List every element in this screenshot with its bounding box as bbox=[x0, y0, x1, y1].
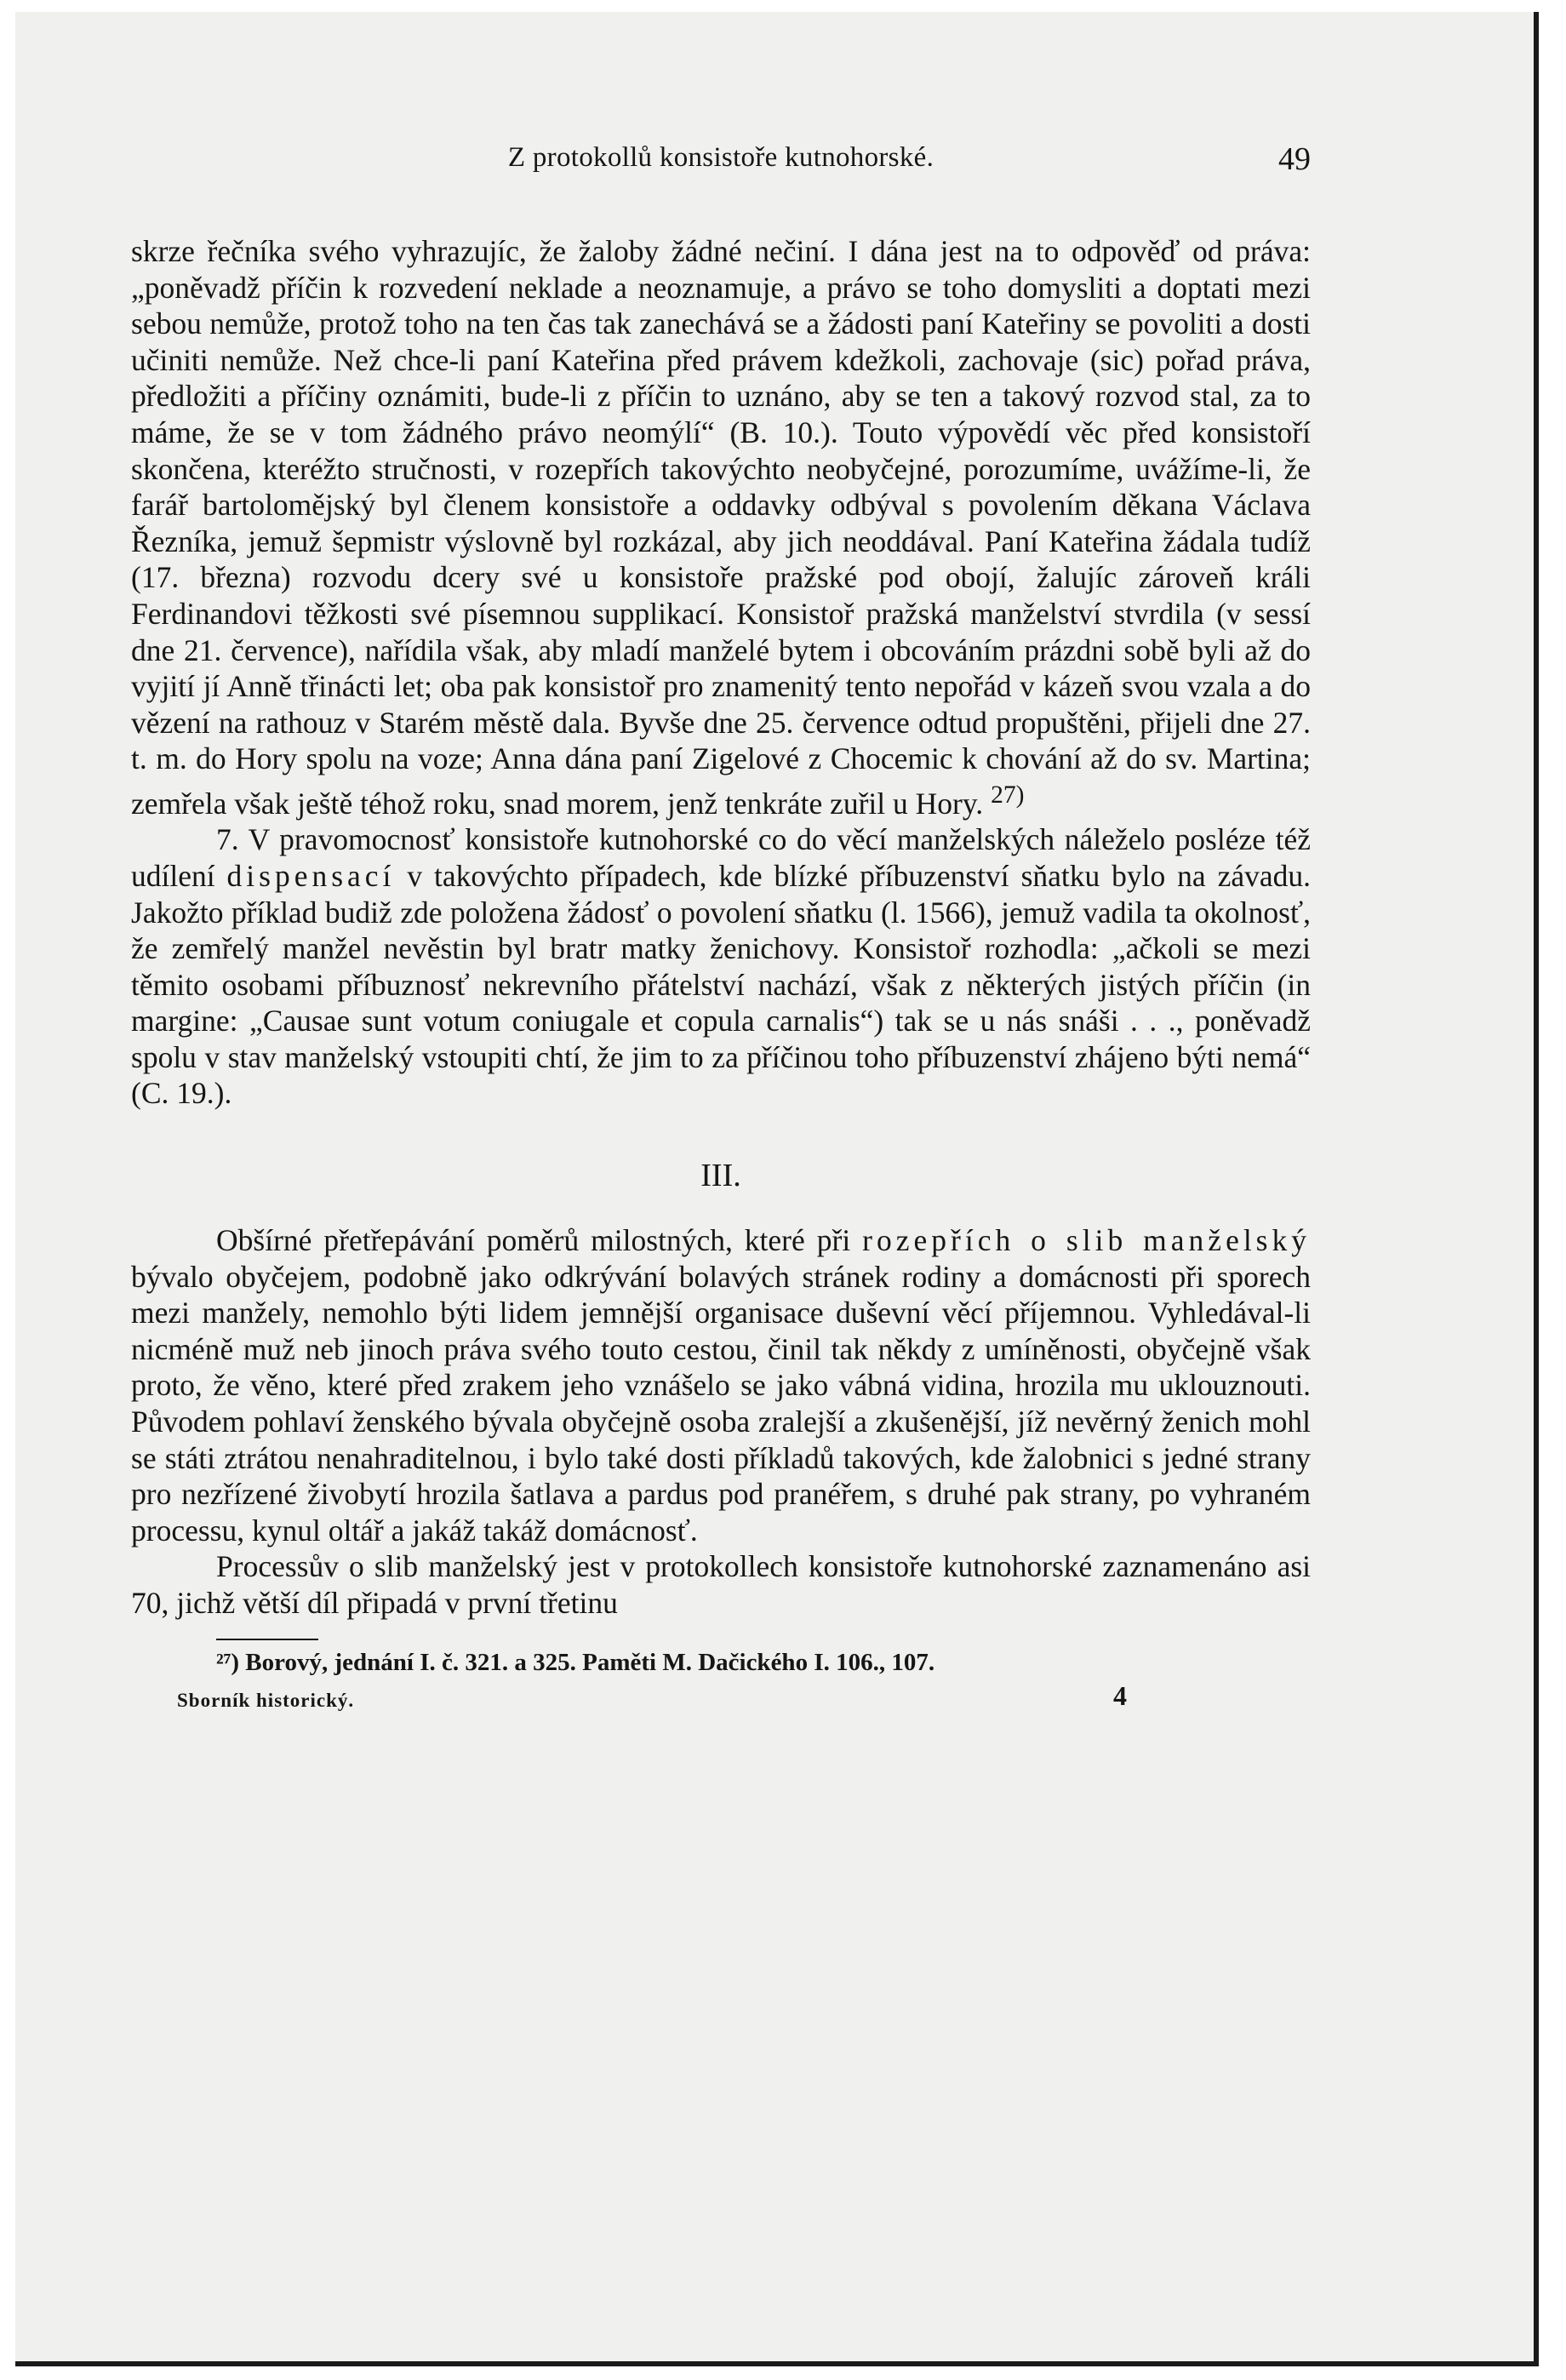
footnote-27: ²⁷) Borový, jednání I. č. 321. a 325. Paměti M. Dačického I. 106., 107. bbox=[216, 1648, 935, 1676]
footnote-divider bbox=[216, 1639, 318, 1640]
footnote-ref-27: 27) bbox=[991, 781, 1025, 809]
page-sheet bbox=[15, 12, 1539, 2366]
paragraph-1-text: skrze řečníka svého vyhrazujíc, že žaloby žádné nečiní. I dána jest na to odpověď od práva: „poněvadž příčin k rozvedení neklade a neoznamuje, a právo se toho domysliti a doptati mezi sebou nemůže, protož toho na ten čas tak zanechává se a žádosti paní Kateřiny se povoliti a dosti učiniti nemůže. Než chce-li paní Kateřina před právem kdežkoli, zachovaje (sic) pořad práva, předložiti a příčiny oznámiti, bude-li z příčin to uznáno, aby se ten a takový rozvod stal, za to máme, že se v tom žádného právo neomýlí“ (B. 10.). Touto výpovědí věc před konsistoří skončena, kteréžto stručnosti, v rozepřích takovýchto neobyčejné, porozumíme, uvážíme-li, že farář bartoloměјský byl členem konsistoře a oddavky odbýval s povolením děkana Václava Řezníka, jemuž šepmistr výslovně byl rozkázal, aby jich neoddával. Paní Kateřina žádala tudíž (17. března) rozvodu dcery své u konsistoře pražské pod obojí, žalujíc zároveň králi Ferdinandovi těžkosti své písemnou supplikací. Konsistoř pražská manželství stvrdila (v sessí dne 21. července), nařídila však, aby mladí manželé bytem i obcováním prázdni sobě byli až do vyjití jí Anně třinácti let; oba pak konsistoř pro znamenitý tento nepořád v kázeň svou vzala a do vězení na rathouz v Starém městě dala. Byvše dne 25. července odtud propuštěni, přijeli dne 27. t. m. do Hory spolu na voze; Anna dána paní Zigelové z Chocemic k chování až do sv. Martina; zemřela však ještě téhož roku, snad morem, jenž tenkráte zuřil u Hory. bbox=[131, 234, 1311, 821]
page-footer bbox=[131, 1679, 1311, 1717]
page-header bbox=[131, 140, 1311, 182]
paragraph-3-text-a: Obšírné přetřepávání poměrů milostných, které při bbox=[216, 1223, 863, 1258]
paragraph-2-text-a: 7. V pravomocnosť konsistoře kutnohorské co do věcí manželských náleželo posléze též udílení bbox=[131, 822, 1311, 893]
paragraph-2-text-b: v takovýchto případech, kde blízké příbuzenství sňatku bylo na závadu. Jakožto příklad budiž zde položena žádosť o povolení sňatku (l. 1566), jemuž vadila ta okolnosť, že zemřelý manžel nevěstin byl bratr matky ženichovy. Konsistoř rozhodla: „ačkoli se mezi těmito osobami příbuznosť nekrevního přátelství nachází, však z některých jistých příčin (in margine: „Causae sunt votum coniugale et copula carnalis“) tak se u nás snáši . . ., poněvadž spolu v stav manželský vstoupiti chtí, že jim to za příčinou toho příbuzenství zhájeno býti nemá“ (C. 19.). bbox=[131, 858, 1311, 1111]
paragraph-2 bbox=[131, 821, 1311, 1112]
running-head: Z protokollů konsistoře kutnohorské. bbox=[507, 142, 934, 173]
paragraph-3 bbox=[131, 1222, 1311, 1548]
spaced-term-dispensaci: dispensací bbox=[226, 858, 396, 893]
page-content bbox=[131, 140, 1311, 1717]
spaced-term-rozeprich: rozepřích o slib manželský bbox=[862, 1223, 1311, 1258]
paragraph-1 bbox=[131, 233, 1311, 821]
journal-title: Sborník historický. bbox=[177, 1689, 355, 1711]
paragraph-3-text-b: bývalo obyčejem, podobně jako odkrývání bolavých stránek rodiny a domácnosti při sporech mezi manžely, nemohlo býti lidem jemnější organisace duševní věcí příjemnou. Vyhledával-li nicméně muž neb jinoch práva svého touto cestou, činil tak někdy z umíněnosti, obyčejně však proto, že věno, které před zrakem jeho vznášelo se jako vábná vidina, hrozila mu uklouznouti. Původem pohlaví ženského bývala obyčejně osoba zralejší a zkušenější, jíž nevěrný ženich mohl se státi ztrátou nenahraditelnou, i bylo také dosti příkladů takových, kde žalobnici s jedné strany pro nezřízené živobytí hrozila šatlava a pardus pod pranéřem, s druhé pak strany, po vyhraném processu, kynul oltář a jakáž takáž domácnosť. bbox=[131, 1259, 1311, 1548]
section-heading-iii: III. bbox=[700, 1158, 741, 1194]
paragraph-4: Processův o slib manželský jest v protokollech konsistoře kutnohorské zaznamenáno asi 70, jichž větší díl připadá v první třetinu bbox=[131, 1549, 1311, 1621]
page-number: 49 bbox=[1278, 141, 1311, 177]
signature-mark: 4 bbox=[1113, 1679, 1127, 1711]
